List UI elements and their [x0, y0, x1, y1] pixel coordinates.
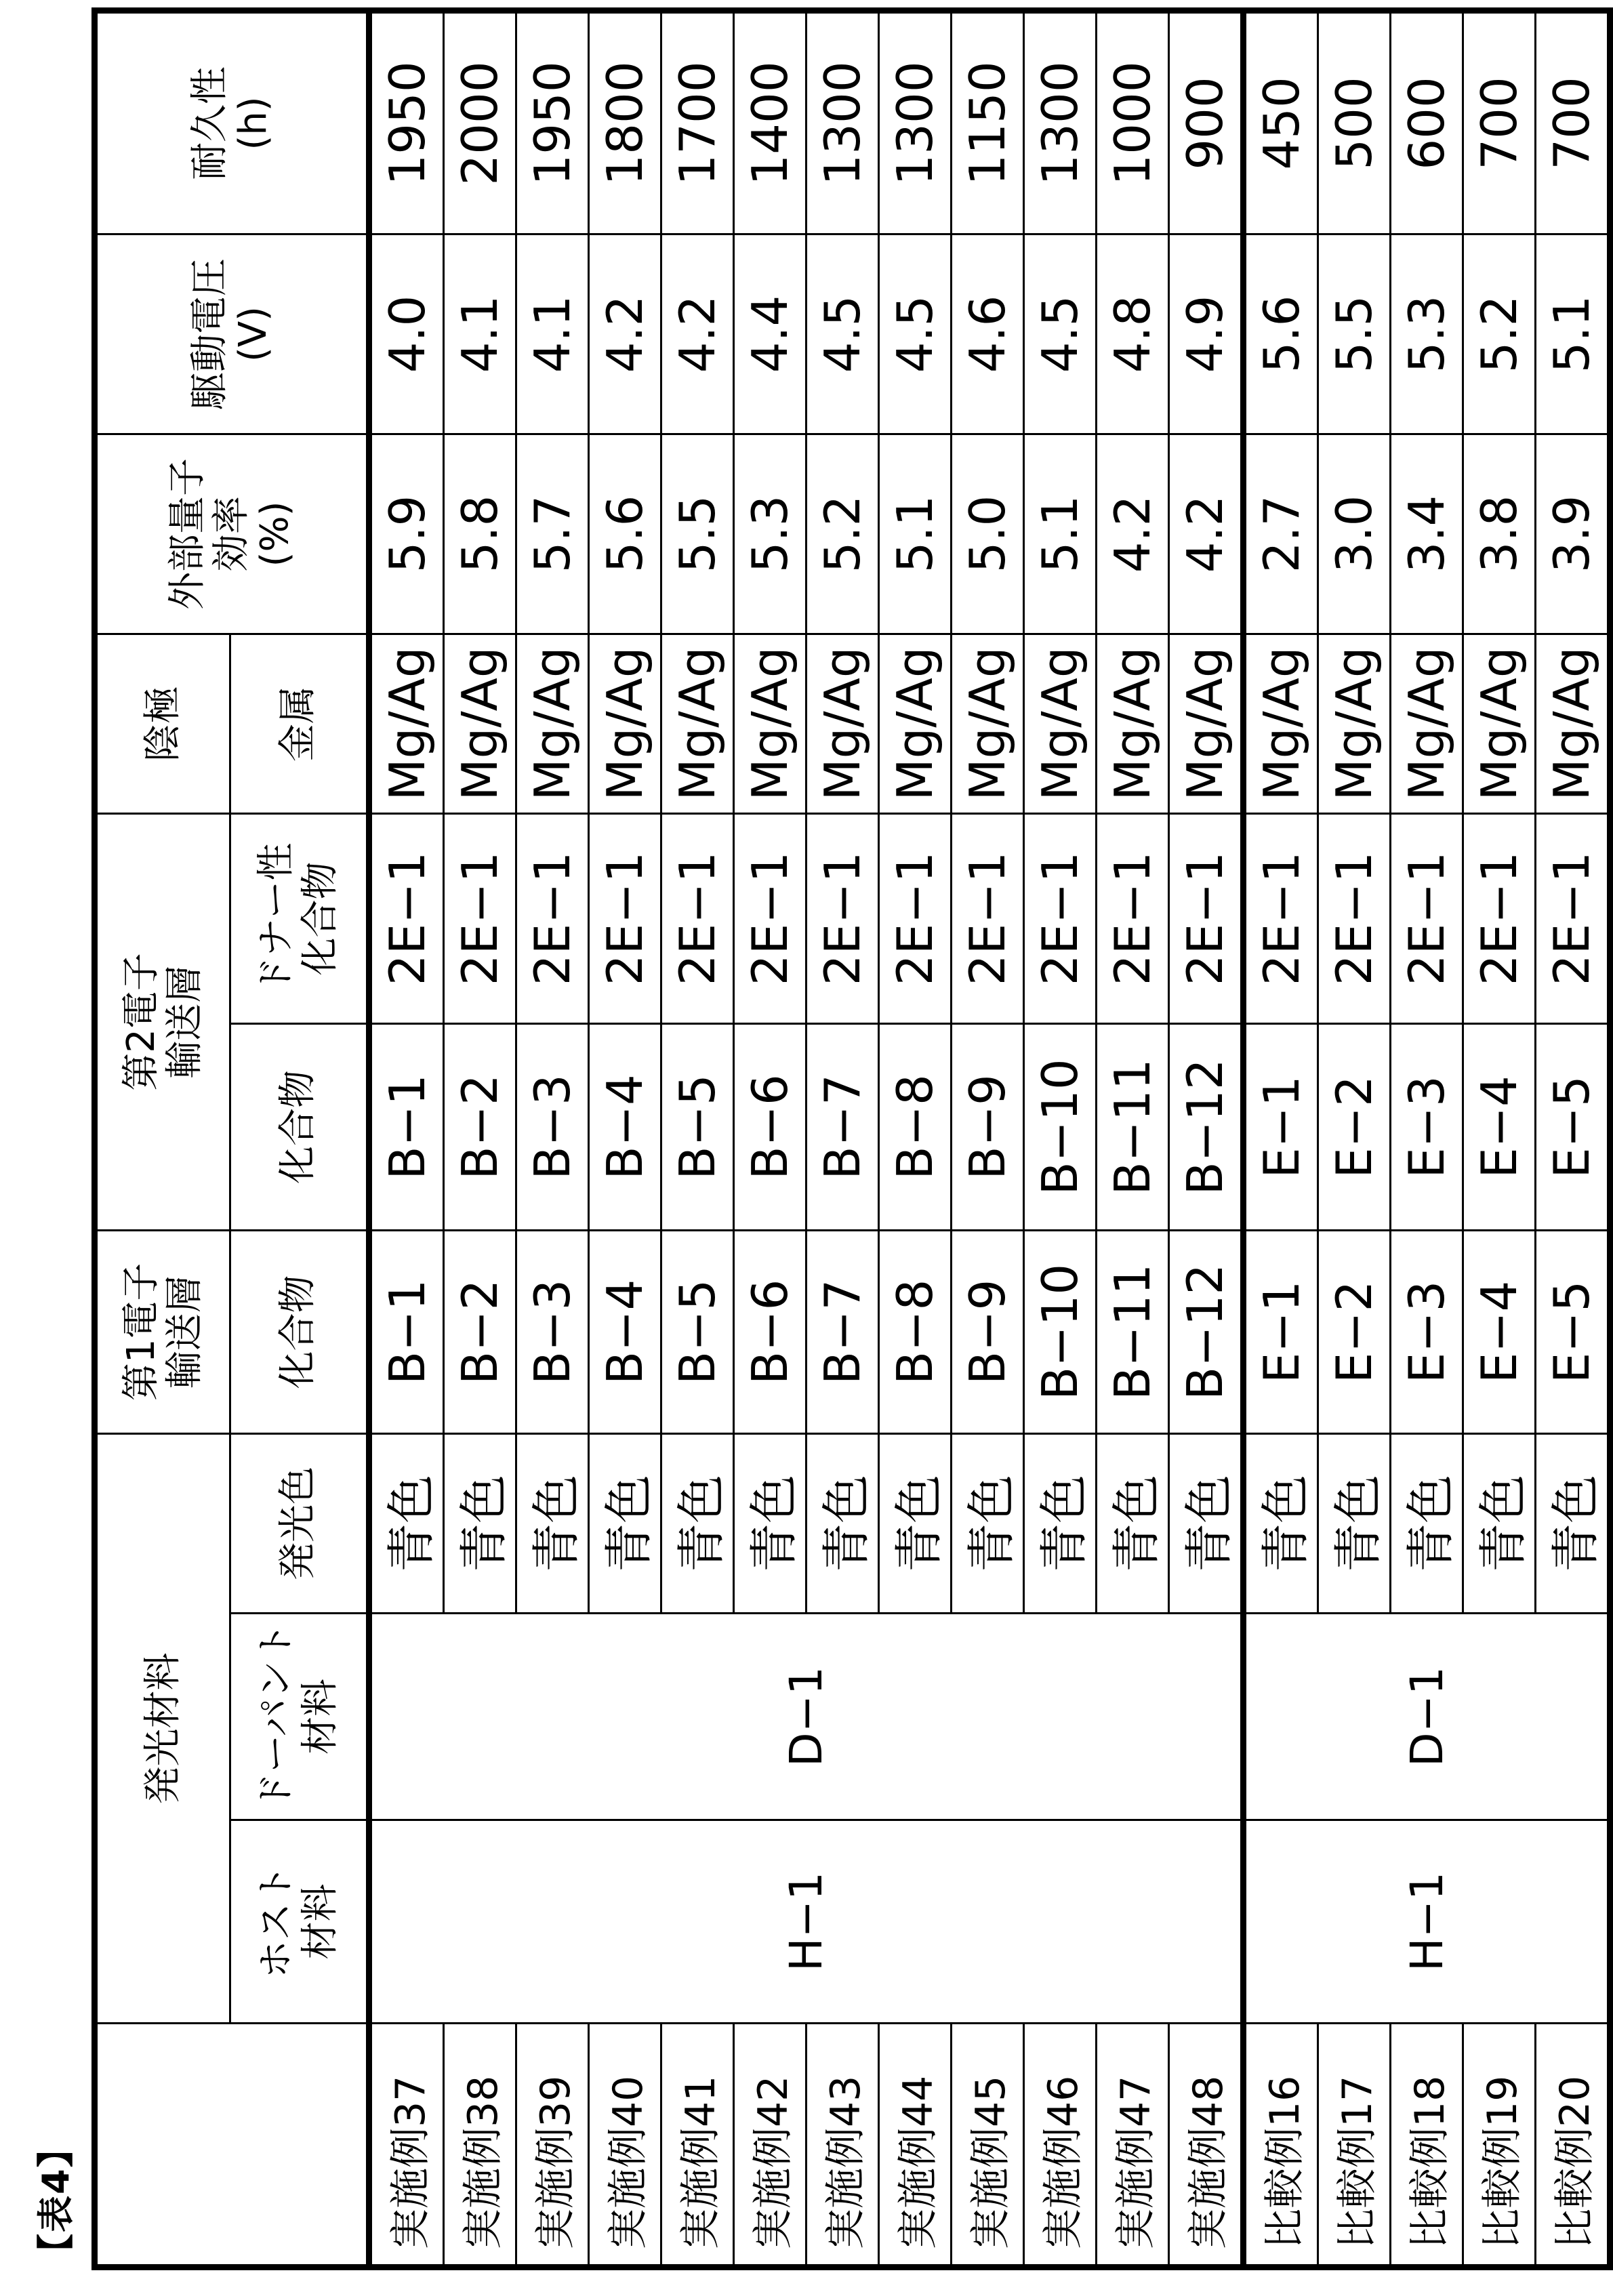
eqe-cell: 3.0	[1318, 434, 1391, 634]
table-body	[369, 10, 1610, 2267]
emission-color-cell: 青色	[879, 1433, 952, 1613]
etl1-compound-cell: B−9	[952, 1230, 1024, 1433]
header-host: ホスト 材料	[230, 1820, 369, 2024]
etl1-compound-cell: E−4	[1463, 1230, 1536, 1433]
emission-color-cell: 青色	[734, 1433, 806, 1613]
row-label: 実施例42	[734, 2024, 806, 2268]
etl1-compound-cell: B−12	[1169, 1230, 1244, 1433]
results-table	[91, 7, 1613, 2270]
etl1-compound-cell: B−3	[516, 1230, 589, 1433]
eqe-cell: 5.5	[661, 434, 734, 634]
header-emission-color: 発光色	[230, 1433, 369, 1613]
drive-voltage-cell: 4.2	[661, 234, 734, 434]
drive-voltage-cell: 4.1	[516, 234, 589, 434]
emission-color-cell: 青色	[1536, 1433, 1610, 1613]
durability-cell: 1300	[879, 10, 952, 234]
durability-cell: 1300	[806, 10, 879, 234]
donor-compound-cell: 2E−1	[1097, 813, 1169, 1023]
emission-color-cell: 青色	[661, 1433, 734, 1613]
row-label: 実施例43	[806, 2024, 879, 2268]
drive-voltage-cell: 4.2	[589, 234, 661, 434]
donor-compound-cell: 2E−1	[1318, 813, 1391, 1023]
etl2-compound-cell: B−8	[879, 1023, 952, 1230]
host-material-cell: H−1	[1244, 1820, 1610, 2024]
etl2-compound-cell: B−9	[952, 1023, 1024, 1230]
emission-color-cell: 青色	[1391, 1433, 1463, 1613]
cathode-metal-cell: Mg/Ag	[516, 634, 589, 813]
etl2-compound-cell: B−12	[1169, 1023, 1244, 1230]
eqe-cell: 5.2	[806, 434, 879, 634]
etl2-compound-cell: B−1	[369, 1023, 444, 1230]
row-label: 実施例38	[444, 2024, 516, 2268]
cathode-metal-cell: Mg/Ag	[806, 634, 879, 813]
donor-compound-cell: 2E−1	[661, 813, 734, 1023]
etl1-compound-cell: E−2	[1318, 1230, 1391, 1433]
drive-voltage-cell: 4.0	[369, 234, 444, 434]
etl2-compound-cell: B−4	[589, 1023, 661, 1230]
donor-compound-cell: 2E−1	[806, 813, 879, 1023]
eqe-cell: 5.0	[952, 434, 1024, 634]
drive-voltage-cell: 4.5	[1024, 234, 1097, 434]
cathode-metal-cell: Mg/Ag	[1536, 634, 1610, 813]
emission-color-cell: 青色	[806, 1433, 879, 1613]
donor-compound-cell: 2E−1	[1244, 813, 1318, 1023]
durability-cell: 1800	[589, 10, 661, 234]
drive-voltage-cell: 4.9	[1169, 234, 1244, 434]
row-label: 実施例45	[952, 2024, 1024, 2268]
row-label: 比較例19	[1463, 2024, 1536, 2268]
eqe-cell: 4.2	[1169, 434, 1244, 634]
eqe-cell: 5.8	[444, 434, 516, 634]
emission-color-cell: 青色	[1024, 1433, 1097, 1613]
cathode-metal-cell: Mg/Ag	[444, 634, 516, 813]
eqe-cell: 3.9	[1536, 434, 1610, 634]
emission-color-cell: 青色	[952, 1433, 1024, 1613]
table-row	[1244, 10, 1318, 2267]
emission-color-cell: 青色	[1097, 1433, 1169, 1613]
donor-compound-cell: 2E−1	[1536, 813, 1610, 1023]
header-etl1: 第1電子 輸送層	[95, 1230, 230, 1433]
header-etl2-compound: 化合物	[230, 1023, 369, 1230]
etl2-compound-cell: E−2	[1318, 1023, 1391, 1230]
emission-color-cell: 青色	[1318, 1433, 1391, 1613]
emission-color-cell: 青色	[1169, 1433, 1244, 1613]
cathode-metal-cell: Mg/Ag	[879, 634, 952, 813]
row-label: 実施例44	[879, 2024, 952, 2268]
cathode-metal-cell: Mg/Ag	[952, 634, 1024, 813]
donor-compound-cell: 2E−1	[734, 813, 806, 1023]
etl2-compound-cell: B−11	[1097, 1023, 1169, 1230]
eqe-cell: 5.7	[516, 434, 589, 634]
etl2-compound-cell: B−10	[1024, 1023, 1097, 1230]
drive-voltage-cell: 4.4	[734, 234, 806, 434]
row-label: 比較例16	[1244, 2024, 1318, 2268]
donor-compound-cell: 2E−1	[1169, 813, 1244, 1023]
durability-cell: 700	[1536, 10, 1610, 234]
eqe-cell: 5.1	[879, 434, 952, 634]
cathode-metal-cell: Mg/Ag	[1169, 634, 1244, 813]
etl2-compound-cell: B−5	[661, 1023, 734, 1230]
donor-compound-cell: 2E−1	[1391, 813, 1463, 1023]
row-label: 実施例40	[589, 2024, 661, 2268]
durability-cell: 1400	[734, 10, 806, 234]
durability-cell: 1950	[516, 10, 589, 234]
header-etl2-donor: ドナー性 化合物	[230, 813, 369, 1023]
cathode-metal-cell: Mg/Ag	[369, 634, 444, 813]
durability-cell: 1700	[661, 10, 734, 234]
drive-voltage-cell: 4.6	[952, 234, 1024, 434]
etl1-compound-cell: B−7	[806, 1230, 879, 1433]
etl1-compound-cell: B−4	[589, 1230, 661, 1433]
header-dopant: ドーパント 材料	[230, 1614, 369, 1820]
cathode-metal-cell: Mg/Ag	[1463, 634, 1536, 813]
cathode-metal-cell: Mg/Ag	[734, 634, 806, 813]
table-label: 【表4】	[35, 2129, 77, 2270]
table-row	[369, 10, 444, 2267]
cathode-metal-cell: Mg/Ag	[1244, 634, 1318, 813]
header-drive-voltage: 駆動電圧 (V)	[95, 234, 369, 434]
eqe-cell: 5.1	[1024, 434, 1097, 634]
donor-compound-cell: 2E−1	[952, 813, 1024, 1023]
dopant-material-cell: D−1	[1244, 1614, 1610, 1820]
durability-cell: 1150	[952, 10, 1024, 234]
header-eqe: 外部量子 効率 (%)	[95, 434, 369, 634]
etl2-compound-cell: B−3	[516, 1023, 589, 1230]
header-durability: 耐久性 (h)	[95, 10, 369, 234]
header-cathode-metal: 金属	[230, 634, 369, 813]
donor-compound-cell: 2E−1	[516, 813, 589, 1023]
etl2-compound-cell: E−5	[1536, 1023, 1610, 1230]
etl1-compound-cell: E−5	[1536, 1230, 1610, 1433]
durability-cell: 900	[1169, 10, 1244, 234]
row-label: 実施例48	[1169, 2024, 1244, 2268]
header-etl1-compound: 化合物	[230, 1230, 369, 1433]
durability-cell: 600	[1391, 10, 1463, 234]
drive-voltage-cell: 5.6	[1244, 234, 1318, 434]
cathode-metal-cell: Mg/Ag	[1391, 634, 1463, 813]
emission-color-cell: 青色	[444, 1433, 516, 1613]
dopant-material-cell: D−1	[369, 1614, 1244, 1820]
etl2-compound-cell: B−6	[734, 1023, 806, 1230]
etl1-compound-cell: B−10	[1024, 1230, 1097, 1433]
emission-color-cell: 青色	[589, 1433, 661, 1613]
header-cathode: 陰極	[95, 634, 230, 813]
cathode-metal-cell: Mg/Ag	[589, 634, 661, 813]
drive-voltage-cell: 4.1	[444, 234, 516, 434]
drive-voltage-cell: 4.5	[806, 234, 879, 434]
cathode-metal-cell: Mg/Ag	[1318, 634, 1391, 813]
eqe-cell: 5.9	[369, 434, 444, 634]
row-label: 実施例37	[369, 2024, 444, 2268]
eqe-cell: 5.3	[734, 434, 806, 634]
drive-voltage-cell: 4.8	[1097, 234, 1169, 434]
drive-voltage-cell: 5.1	[1536, 234, 1610, 434]
row-label: 比較例17	[1318, 2024, 1391, 2268]
etl1-compound-cell: B−11	[1097, 1230, 1169, 1433]
emission-color-cell: 青色	[516, 1433, 589, 1613]
drive-voltage-cell: 5.2	[1463, 234, 1536, 434]
eqe-cell: 2.7	[1244, 434, 1318, 634]
durability-cell: 1000	[1097, 10, 1169, 234]
row-label: 実施例39	[516, 2024, 589, 2268]
host-material-cell: H−1	[369, 1820, 1244, 2024]
row-label: 実施例46	[1024, 2024, 1097, 2268]
etl1-compound-cell: E−1	[1244, 1230, 1318, 1433]
donor-compound-cell: 2E−1	[369, 813, 444, 1023]
donor-compound-cell: 2E−1	[444, 813, 516, 1023]
donor-compound-cell: 2E−1	[1463, 813, 1536, 1023]
row-label: 比較例18	[1391, 2024, 1463, 2268]
donor-compound-cell: 2E−1	[589, 813, 661, 1023]
etl1-compound-cell: B−5	[661, 1230, 734, 1433]
etl1-compound-cell: B−6	[734, 1230, 806, 1433]
durability-cell: 1300	[1024, 10, 1097, 234]
durability-cell: 500	[1318, 10, 1391, 234]
header-emitting-material: 発光材料	[95, 1433, 230, 2023]
durability-cell: 1950	[369, 10, 444, 234]
emission-color-cell: 青色	[1244, 1433, 1318, 1613]
cathode-metal-cell: Mg/Ag	[1097, 634, 1169, 813]
etl2-compound-cell: B−7	[806, 1023, 879, 1230]
header-etl2: 第2電子 輸送層	[95, 813, 230, 1230]
cathode-metal-cell: Mg/Ag	[661, 634, 734, 813]
eqe-cell: 5.6	[589, 434, 661, 634]
donor-compound-cell: 2E−1	[1024, 813, 1097, 1023]
etl1-compound-cell: E−3	[1391, 1230, 1463, 1433]
drive-voltage-cell: 4.5	[879, 234, 952, 434]
cathode-metal-cell: Mg/Ag	[1024, 634, 1097, 813]
drive-voltage-cell: 5.3	[1391, 234, 1463, 434]
row-label: 実施例47	[1097, 2024, 1169, 2268]
etl1-compound-cell: B−8	[879, 1230, 952, 1433]
eqe-cell: 3.8	[1463, 434, 1536, 634]
row-label: 実施例41	[661, 2024, 734, 2268]
etl1-compound-cell: B−2	[444, 1230, 516, 1433]
emission-color-cell: 青色	[369, 1433, 444, 1613]
eqe-cell: 3.4	[1391, 434, 1463, 634]
etl2-compound-cell: B−2	[444, 1023, 516, 1230]
row-label: 比較例20	[1536, 2024, 1610, 2268]
header-corner	[95, 2024, 369, 2268]
etl2-compound-cell: E−1	[1244, 1023, 1318, 1230]
emission-color-cell: 青色	[1463, 1433, 1536, 1613]
etl2-compound-cell: E−4	[1463, 1023, 1536, 1230]
eqe-cell: 4.2	[1097, 434, 1169, 634]
durability-cell: 450	[1244, 10, 1318, 234]
donor-compound-cell: 2E−1	[879, 813, 952, 1023]
etl2-compound-cell: E−3	[1391, 1023, 1463, 1230]
durability-cell: 2000	[444, 10, 516, 234]
drive-voltage-cell: 5.5	[1318, 234, 1391, 434]
durability-cell: 700	[1463, 10, 1536, 234]
etl1-compound-cell: B−1	[369, 1230, 444, 1433]
